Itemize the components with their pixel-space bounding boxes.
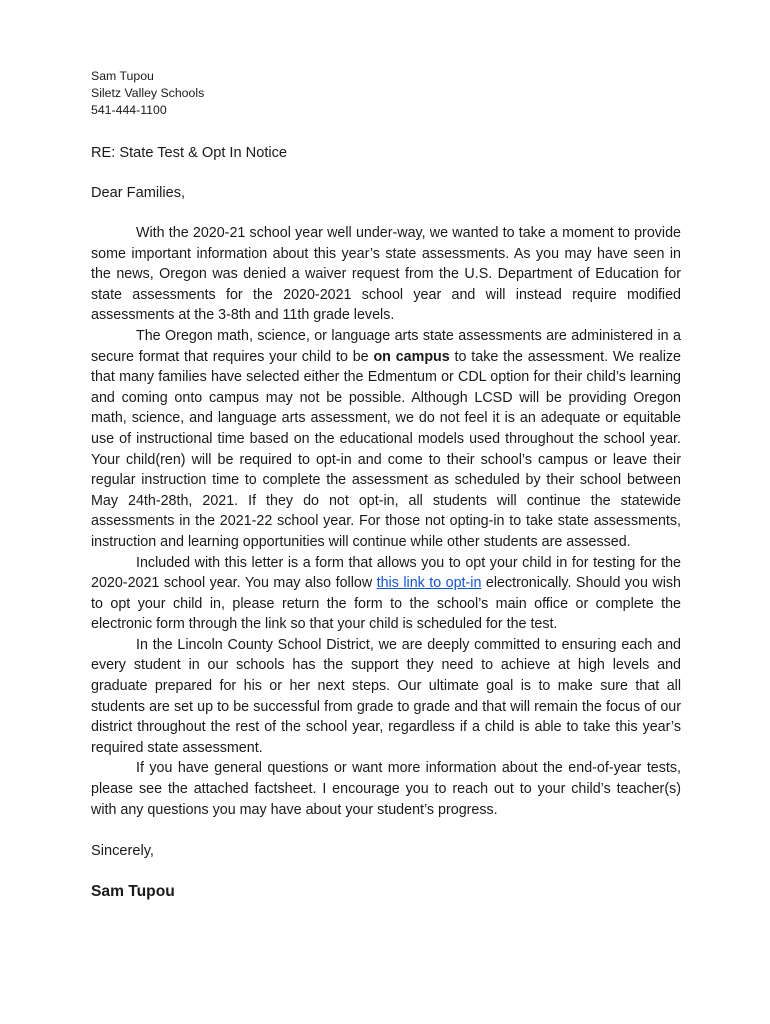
on-campus-emphasis: on campus xyxy=(373,348,450,365)
paragraph-1-text: With the 2020-21 school year well under-way, we wanted to take a moment to provide some important information about this year’s state assessments. As you may have seen in the news, Oregon was denied a waiver request from the U.S. Department of Education for state assessments for the 2020-2021 school year and will instead require modified assessments at the 3-8th and 11th grade levels. xyxy=(91,225,681,324)
sender-block xyxy=(91,68,681,119)
salutation: Dear Families, xyxy=(91,185,186,201)
signature: Sam Tupou xyxy=(91,883,175,901)
letter-page xyxy=(91,68,681,903)
paragraph-3 xyxy=(91,553,681,635)
paragraph-2-text-start: The Oregon math, science, or language arts state assessments are administered in a secure format that requires your child to be xyxy=(91,327,681,365)
subject-line: RE: State Test & Opt In Notice xyxy=(91,145,288,161)
paragraph-1 xyxy=(91,223,681,326)
sender-organization: Siletz Valley Schools xyxy=(91,86,205,100)
paragraph-4-text: In the Lincoln County School District, we are deeply committed to ensuring each and every student in our schools has the support they need to achieve at high levels and graduate prepared for his or her next steps. Our ultimate goal is to make sure that all students are set up to be successful from grade to grade and that will remain the focus of our district throughout the rest of the school year, regardless if a child is able to take this year’s required state assessment. xyxy=(91,636,681,756)
sender-name: Sam Tupou xyxy=(91,69,154,83)
letter-body xyxy=(91,223,681,820)
sender-phone: 541-444-1100 xyxy=(91,103,167,117)
paragraph-5 xyxy=(91,758,681,820)
paragraph-2 xyxy=(91,326,681,553)
paragraph-4 xyxy=(91,635,681,759)
paragraph-5-text: If you have general questions or want more information about the end-of-year tests, please see the attached factsheet. I encourage you to reach out to your child’s teacher(s) with any questions you may have about your student’s progress. xyxy=(91,760,681,818)
opt-in-link[interactable]: this link to opt-in xyxy=(376,575,482,592)
closing: Sincerely, xyxy=(91,843,154,860)
paragraph-2-text-end: to take the assessment. We realize that many families have selected either the Edmentum or CDL option for their child’s learning and coming onto campus may not be possible. Although LCSD will be providing Oregon math, science, and language arts assessment, we do not feel it is an adequate or equitable use of instructional time based on the educational models used throughout the school year. Your child(ren) will be required to opt-in and come to their school’s campus or leave their regular instruction time to complete the assessment as scheduled by their school between May 24th-28th, 2021. If they do not opt-in, all students will continue the statewide assessments in the 2021-22 school year. For those not opting-in to take state assessments, instruction and learning opportunities will continue while other students are assessed. xyxy=(91,348,681,550)
paragraph-3-text-end: electronically. Should you wish to opt your child in, please return the form to the school’s main office or complete the electronic form through the link so that your child is scheduled for the test. xyxy=(91,575,682,633)
paragraph-3-text-start: Included with this letter is a form that allows you to opt your child in for testing for the 2020-2021 school year. You may also follow xyxy=(91,554,681,592)
